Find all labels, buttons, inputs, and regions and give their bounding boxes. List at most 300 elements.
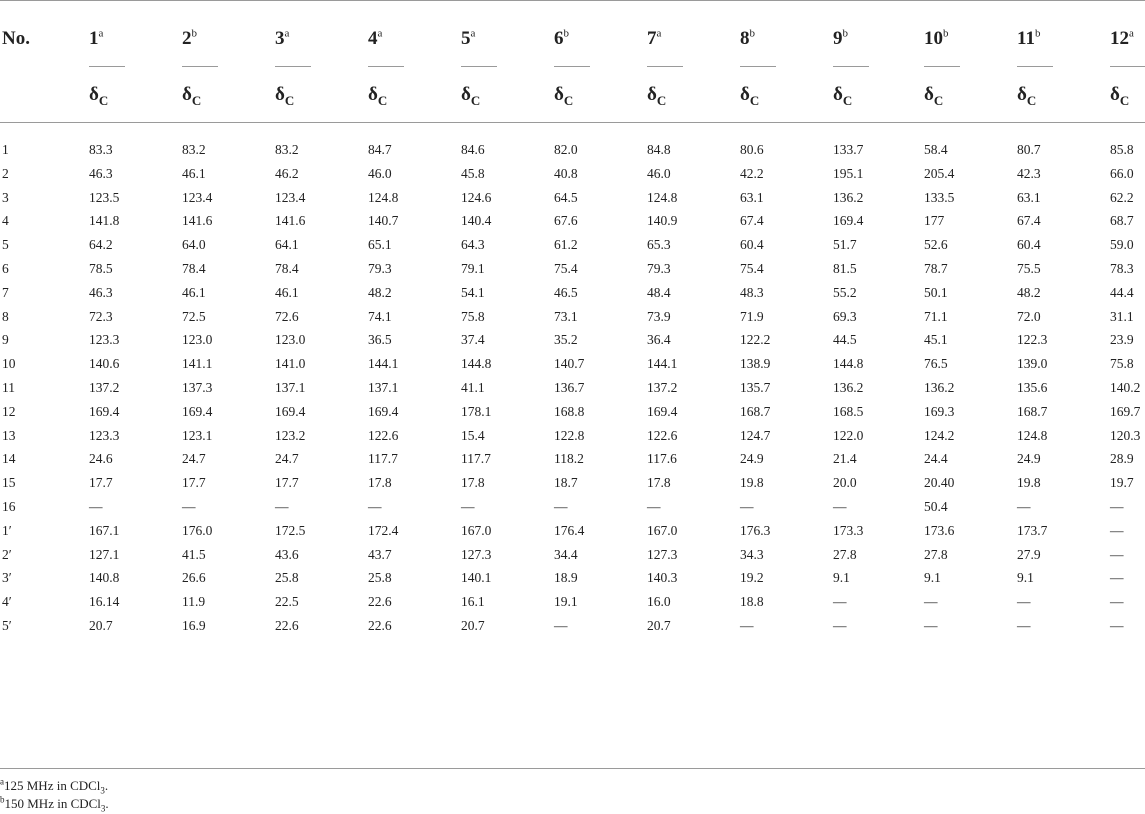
table-cell: 63.1: [1017, 189, 1041, 205]
table-cell: 42.2: [740, 165, 764, 181]
row-label: 3′: [2, 570, 12, 586]
table-cell: 144.1: [647, 356, 678, 372]
delta-c-header: [275, 82, 294, 108]
delta-subscript: C: [933, 92, 944, 108]
table-cell: 141.0: [275, 356, 306, 372]
table-cell: 9.1: [924, 570, 941, 586]
delta-subscript: C: [470, 92, 481, 108]
compound-footnote-mark: b: [943, 27, 949, 40]
table-cell: 168.7: [740, 403, 771, 419]
table-cell: 124.6: [461, 189, 492, 205]
table-cell: 23.9: [1110, 332, 1134, 348]
table-row: [0, 424, 1145, 448]
table-cell: 127.3: [647, 546, 678, 562]
header-underline: [1110, 66, 1145, 67]
header-underline: [740, 66, 776, 67]
compound-header-10: [924, 26, 949, 52]
compound-header-5: [461, 26, 475, 52]
table-cell: 27.8: [833, 546, 857, 562]
table-cell: 45.1: [924, 332, 948, 348]
compound-footnote-mark: a: [470, 27, 476, 40]
table-cell: 18.8: [740, 594, 764, 610]
table-cell: 24.7: [275, 451, 299, 467]
compound-number: 3: [275, 28, 285, 49]
row-label: 13: [2, 427, 16, 443]
delta-symbol: δ: [89, 84, 99, 105]
table-cell: 139.0: [1017, 356, 1048, 372]
table-cell: 81.5: [833, 260, 857, 276]
delta-subscript: C: [284, 92, 295, 108]
delta-symbol: δ: [554, 84, 564, 105]
compound-header-1: [89, 26, 103, 52]
table-cell: 25.8: [368, 570, 392, 586]
table-cell: 117.7: [461, 451, 491, 467]
delta-symbol: δ: [740, 84, 750, 105]
table-cell: 177: [924, 213, 945, 229]
table-cell: —: [924, 617, 938, 633]
table-cell: 127.1: [89, 546, 120, 562]
table-cell: 9.1: [833, 570, 850, 586]
compound-footnote-mark: a: [377, 27, 383, 40]
row-label: 3: [2, 189, 9, 205]
row-label: 8: [2, 308, 9, 324]
compound-number: 1: [89, 28, 99, 49]
table-row: [0, 495, 1145, 519]
table-cell: 61.2: [554, 237, 578, 253]
header-underline: [554, 66, 590, 67]
table-cell: 137.2: [647, 379, 678, 395]
table-cell: 122.8: [554, 427, 585, 443]
table-cell: 136.2: [833, 189, 864, 205]
delta-subscript: C: [1119, 92, 1130, 108]
table-cell: 34.3: [740, 546, 764, 562]
compound-header-11: [1017, 26, 1040, 52]
compound-header-4: [368, 26, 382, 52]
table-cell: 173.6: [924, 522, 955, 538]
footnote-a-sub: 3: [100, 785, 105, 796]
row-label: 5′: [2, 617, 12, 633]
header-underline: [647, 66, 683, 67]
table-cell: 141.6: [275, 213, 306, 229]
table-cell: 83.2: [182, 142, 206, 157]
table-cell: 167.1: [89, 522, 120, 538]
table-cell: 178.1: [461, 403, 492, 419]
row-label: 12: [2, 403, 16, 419]
table-row: [0, 162, 1145, 186]
table-cell: 35.2: [554, 332, 578, 348]
table-cell: 41.5: [182, 546, 206, 562]
table-cell: 123.3: [89, 332, 120, 348]
table-cell: —: [461, 498, 475, 514]
table-cell: 123.0: [182, 332, 213, 348]
delta-symbol: δ: [275, 84, 285, 105]
compound-footnote-mark: b: [749, 27, 755, 40]
table-bottom-rule: [0, 768, 1145, 769]
table-cell: —: [833, 617, 847, 633]
table-cell: 31.1: [1110, 308, 1134, 324]
delta-symbol: δ: [647, 84, 657, 105]
table-cell: 140.7: [554, 356, 585, 372]
compound-number: 9: [833, 28, 843, 49]
table-cell: 64.2: [89, 237, 113, 253]
table-cell: —: [1110, 498, 1124, 514]
table-cell: 72.3: [89, 308, 113, 324]
delta-symbol: δ: [461, 84, 471, 105]
table-cell: 19.8: [1017, 475, 1041, 491]
table-cell: 19.2: [740, 570, 764, 586]
table-cell: —: [1017, 594, 1031, 610]
compound-header-3: [275, 26, 289, 52]
delta-symbol: δ: [1110, 84, 1120, 105]
row-label: 4′: [2, 594, 12, 610]
table-row: [0, 352, 1145, 376]
delta-symbol: δ: [182, 84, 192, 105]
table-cell: 140.8: [89, 570, 120, 586]
table-cell: 46.1: [182, 284, 206, 300]
delta-symbol: δ: [924, 84, 934, 105]
table-cell: 67.4: [1017, 213, 1041, 229]
footnote-a-mark: a: [0, 776, 4, 787]
table-cell: 85.8: [1110, 142, 1134, 157]
table-row: [0, 519, 1145, 543]
table-row: [0, 233, 1145, 257]
table-cell: 117.7: [368, 451, 398, 467]
table-cell: 50.1: [924, 284, 948, 300]
table-cell: 46.3: [89, 165, 113, 181]
delta-c-header: [182, 82, 201, 108]
table-cell: 176.4: [554, 522, 585, 538]
row-label: 14: [2, 451, 16, 467]
table-header-row: [0, 26, 1145, 56]
table-cell: 176.3: [740, 522, 771, 538]
table-cell: 46.1: [182, 165, 206, 181]
table-cell: 17.8: [647, 475, 671, 491]
compound-header-7: [647, 26, 661, 52]
table-cell: 72.6: [275, 308, 299, 324]
table-body: [0, 138, 1145, 638]
table-cell: —: [1017, 617, 1031, 633]
table-cell: 120.3: [1110, 427, 1141, 443]
table-cell: 24.6: [89, 451, 113, 467]
table-cell: 78.3: [1110, 260, 1134, 276]
compound-header-9: [833, 26, 848, 52]
table-cell: 20.7: [461, 617, 485, 633]
footnote-a-text: 125 MHz in CDCl: [4, 778, 101, 793]
table-cell: 16.9: [182, 617, 206, 633]
table-cell: 11.9: [182, 594, 206, 610]
header-underline: [924, 66, 960, 67]
table-cell: 137.3: [182, 379, 213, 395]
row-label: 1: [2, 142, 9, 157]
table-cell: 137.1: [368, 379, 399, 395]
table-cell: 144.1: [368, 356, 399, 372]
table-cell: 18.7: [554, 475, 578, 491]
table-cell: 75.4: [740, 260, 764, 276]
compound-number: 2: [182, 28, 192, 49]
table-cell: 123.5: [89, 189, 120, 205]
table-cell: 65.3: [647, 237, 671, 253]
table-cell: —: [1110, 522, 1124, 538]
delta-symbol: δ: [833, 84, 843, 105]
compound-number: 6: [554, 28, 564, 49]
header-underline: [89, 66, 125, 67]
table-cell: 138.9: [740, 356, 771, 372]
table-cell: 46.0: [368, 165, 392, 181]
compound-number: 4: [368, 28, 378, 49]
table-cell: 78.7: [924, 260, 948, 276]
table-cell: —: [647, 498, 661, 514]
table-cell: 83.3: [89, 142, 113, 157]
compound-header-12: [1110, 26, 1134, 52]
table-cell: 169.4: [647, 403, 678, 419]
compound-footnote-mark: b: [191, 27, 197, 40]
table-cell: 79.3: [647, 260, 671, 276]
header-underline: [833, 66, 869, 67]
footnote-b-sub: 3: [100, 803, 106, 814]
compound-footnote-mark: a: [284, 27, 290, 40]
table-cell: 169.4: [833, 213, 864, 229]
table-cell: 20.7: [647, 617, 671, 633]
compound-number: 10: [924, 28, 943, 49]
footnote-a: [0, 778, 108, 794]
table-cell: 22.6: [275, 617, 299, 633]
table-cell: 48.4: [647, 284, 671, 300]
footnote-b-text: 150 MHz in CDCl: [4, 796, 101, 811]
delta-symbol: δ: [368, 84, 378, 105]
table-cell: 79.3: [368, 260, 392, 276]
table-cell: 124.2: [924, 427, 955, 443]
table-cell: 28.9: [1110, 451, 1134, 467]
table-cell: 82.0: [554, 142, 578, 157]
table-cell: 169.4: [182, 403, 213, 419]
table-cell: 74.1: [368, 308, 392, 324]
table-row: [0, 400, 1145, 424]
table-cell: 122.3: [1017, 332, 1048, 348]
table-cell: 24.4: [924, 451, 948, 467]
table-row: [0, 257, 1145, 281]
table-cell: 168.7: [1017, 403, 1048, 419]
delta-c-header: [833, 82, 852, 108]
table-cell: 84.6: [461, 142, 485, 157]
table-row: [0, 186, 1145, 210]
table-cell: 124.8: [368, 189, 399, 205]
table-top-rule: [0, 0, 1145, 1]
table-cell: —: [1110, 546, 1124, 562]
compound-number: 7: [647, 28, 657, 49]
table-cell: 64.3: [461, 237, 485, 253]
table-cell: 80.7: [1017, 142, 1041, 157]
table-cell: 75.4: [554, 260, 578, 276]
table-cell: 75.8: [461, 308, 485, 324]
delta-subscript: C: [656, 92, 667, 108]
delta-symbol: δ: [1017, 84, 1027, 105]
row-label: 1′: [2, 522, 12, 538]
table-header-rule: [0, 122, 1145, 123]
table-cell: 24.9: [1017, 451, 1041, 467]
header-underline: [1017, 66, 1053, 67]
delta-subscript: C: [1026, 92, 1037, 108]
compound-footnote-mark: a: [98, 27, 104, 40]
compound-header-2: [182, 26, 197, 52]
table-cell: 117.6: [647, 451, 677, 467]
table-cell: 36.4: [647, 332, 671, 348]
row-label: 6: [2, 260, 9, 276]
row-label: 15: [2, 475, 16, 491]
table-cell: 122.6: [368, 427, 399, 443]
table-cell: 60.4: [740, 237, 764, 253]
delta-c-header: [647, 82, 666, 108]
table-cell: 135.6: [1017, 379, 1048, 395]
table-cell: 27.8: [924, 546, 948, 562]
table-cell: 78.4: [182, 260, 206, 276]
table-cell: —: [89, 498, 103, 514]
compound-number: 8: [740, 28, 750, 49]
table-cell: 43.7: [368, 546, 392, 562]
compound-footnote-mark: b: [842, 27, 848, 40]
table-cell: 19.8: [740, 475, 764, 491]
table-cell: 67.4: [740, 213, 764, 229]
row-label: 16: [2, 498, 16, 514]
delta-c-header: [1017, 82, 1036, 108]
table-cell: 21.4: [833, 451, 857, 467]
row-label: 2: [2, 165, 9, 181]
table-cell: 123.0: [275, 332, 306, 348]
table-cell: —: [275, 498, 289, 514]
table-cell: 80.6: [740, 142, 764, 157]
compound-number: 5: [461, 28, 471, 49]
table-cell: 25.8: [275, 570, 299, 586]
header-underline: [368, 66, 404, 67]
table-cell: —: [1110, 617, 1124, 633]
table-cell: 36.5: [368, 332, 392, 348]
table-cell: 20.0: [833, 475, 857, 491]
table-cell: 124.7: [740, 427, 771, 443]
table-cell: —: [740, 617, 754, 633]
table-cell: 64.5: [554, 189, 578, 205]
table-cell: 72.0: [1017, 308, 1041, 324]
table-cell: 54.1: [461, 284, 485, 300]
table-cell: 123.4: [275, 189, 306, 205]
table-cell: 140.9: [647, 213, 678, 229]
table-cell: 52.6: [924, 237, 948, 253]
table-cell: 123.2: [275, 427, 306, 443]
table-cell: 169.3: [924, 403, 955, 419]
delta-c-header: [924, 82, 943, 108]
table-cell: 123.3: [89, 427, 120, 443]
table-cell: 45.8: [461, 165, 485, 181]
footnote-a-end: .: [104, 778, 109, 793]
table-cell: 133.5: [924, 189, 955, 205]
table-cell: 78.4: [275, 260, 299, 276]
table-cell: 18.9: [554, 570, 578, 586]
table-cell: —: [182, 498, 196, 514]
table-cell: —: [833, 594, 847, 610]
table-cell: 122.2: [740, 332, 771, 348]
table-cell: 63.1: [740, 189, 764, 205]
table-cell: 141.1: [182, 356, 213, 372]
table-cell: 127.3: [461, 546, 492, 562]
table-cell: 168.5: [833, 403, 864, 419]
table-cell: —: [554, 498, 568, 514]
table-cell: 169.4: [368, 403, 399, 419]
table-cell: 144.8: [833, 356, 864, 372]
table-cell: 27.9: [1017, 546, 1041, 562]
table-row: [0, 543, 1145, 567]
table-cell: 137.1: [275, 379, 306, 395]
compound-footnote-mark: a: [656, 27, 662, 40]
table-cell: 17.8: [461, 475, 485, 491]
table-cell: 46.3: [89, 284, 113, 300]
table-cell: 84.7: [368, 142, 392, 157]
table-row: [0, 590, 1145, 614]
table-cell: 169.7: [1110, 403, 1141, 419]
table-cell: 46.1: [275, 284, 299, 300]
row-label: 2′: [2, 546, 12, 562]
table-cell: 136.2: [833, 379, 864, 395]
table-cell: 17.7: [275, 475, 299, 491]
table-cell: 22.6: [368, 594, 392, 610]
delta-c-header: [461, 82, 480, 108]
table-cell: —: [924, 594, 938, 610]
table-cell: 167.0: [461, 522, 492, 538]
table-cell: 65.1: [368, 237, 392, 253]
row-label: 11: [2, 379, 15, 395]
delta-subscript: C: [842, 92, 853, 108]
table-cell: 62.2: [1110, 189, 1134, 205]
table-cell: 64.0: [182, 237, 206, 253]
table-cell: 9.1: [1017, 570, 1034, 586]
table-cell: 71.1: [924, 308, 948, 324]
delta-subscript: C: [749, 92, 760, 108]
delta-subscript: C: [98, 92, 109, 108]
footnote-b: [0, 796, 109, 812]
table-cell: 135.7: [740, 379, 771, 395]
table-cell: 26.6: [182, 570, 206, 586]
table-cell: 59.0: [1110, 237, 1134, 253]
table-cell: 44.4: [1110, 284, 1134, 300]
table-row: [0, 471, 1145, 495]
table-cell: 73.9: [647, 308, 671, 324]
table-cell: 122.0: [833, 427, 864, 443]
compound-footnote-mark: b: [1034, 27, 1041, 40]
table-cell: 118.2: [554, 451, 584, 467]
row-label: 9: [2, 332, 9, 348]
header-underline: [275, 66, 311, 67]
table-cell: 124.8: [647, 189, 678, 205]
table-cell: 48.3: [740, 284, 764, 300]
table-cell: —: [833, 498, 847, 514]
table-cell: 41.1: [461, 379, 485, 395]
table-cell: 17.8: [368, 475, 392, 491]
header-underline: [461, 66, 497, 67]
table-cell: 136.2: [924, 379, 955, 395]
table-cell: —: [1017, 498, 1031, 514]
table-cell: 72.5: [182, 308, 206, 324]
table-cell: 205.4: [924, 165, 955, 181]
table-row: [0, 566, 1145, 590]
table-cell: 76.5: [924, 356, 948, 372]
delta-subscript: C: [191, 92, 202, 108]
table-cell: 50.4: [924, 498, 948, 514]
table-cell: 73.1: [554, 308, 578, 324]
table-cell: 83.2: [275, 142, 299, 157]
table-cell: 140.2: [1110, 379, 1141, 395]
table-cell: —: [740, 498, 754, 514]
delta-c-header: [740, 82, 759, 108]
table-cell: 137.2: [89, 379, 120, 395]
table-cell: 37.4: [461, 332, 485, 348]
table-cell: 167.0: [647, 522, 678, 538]
